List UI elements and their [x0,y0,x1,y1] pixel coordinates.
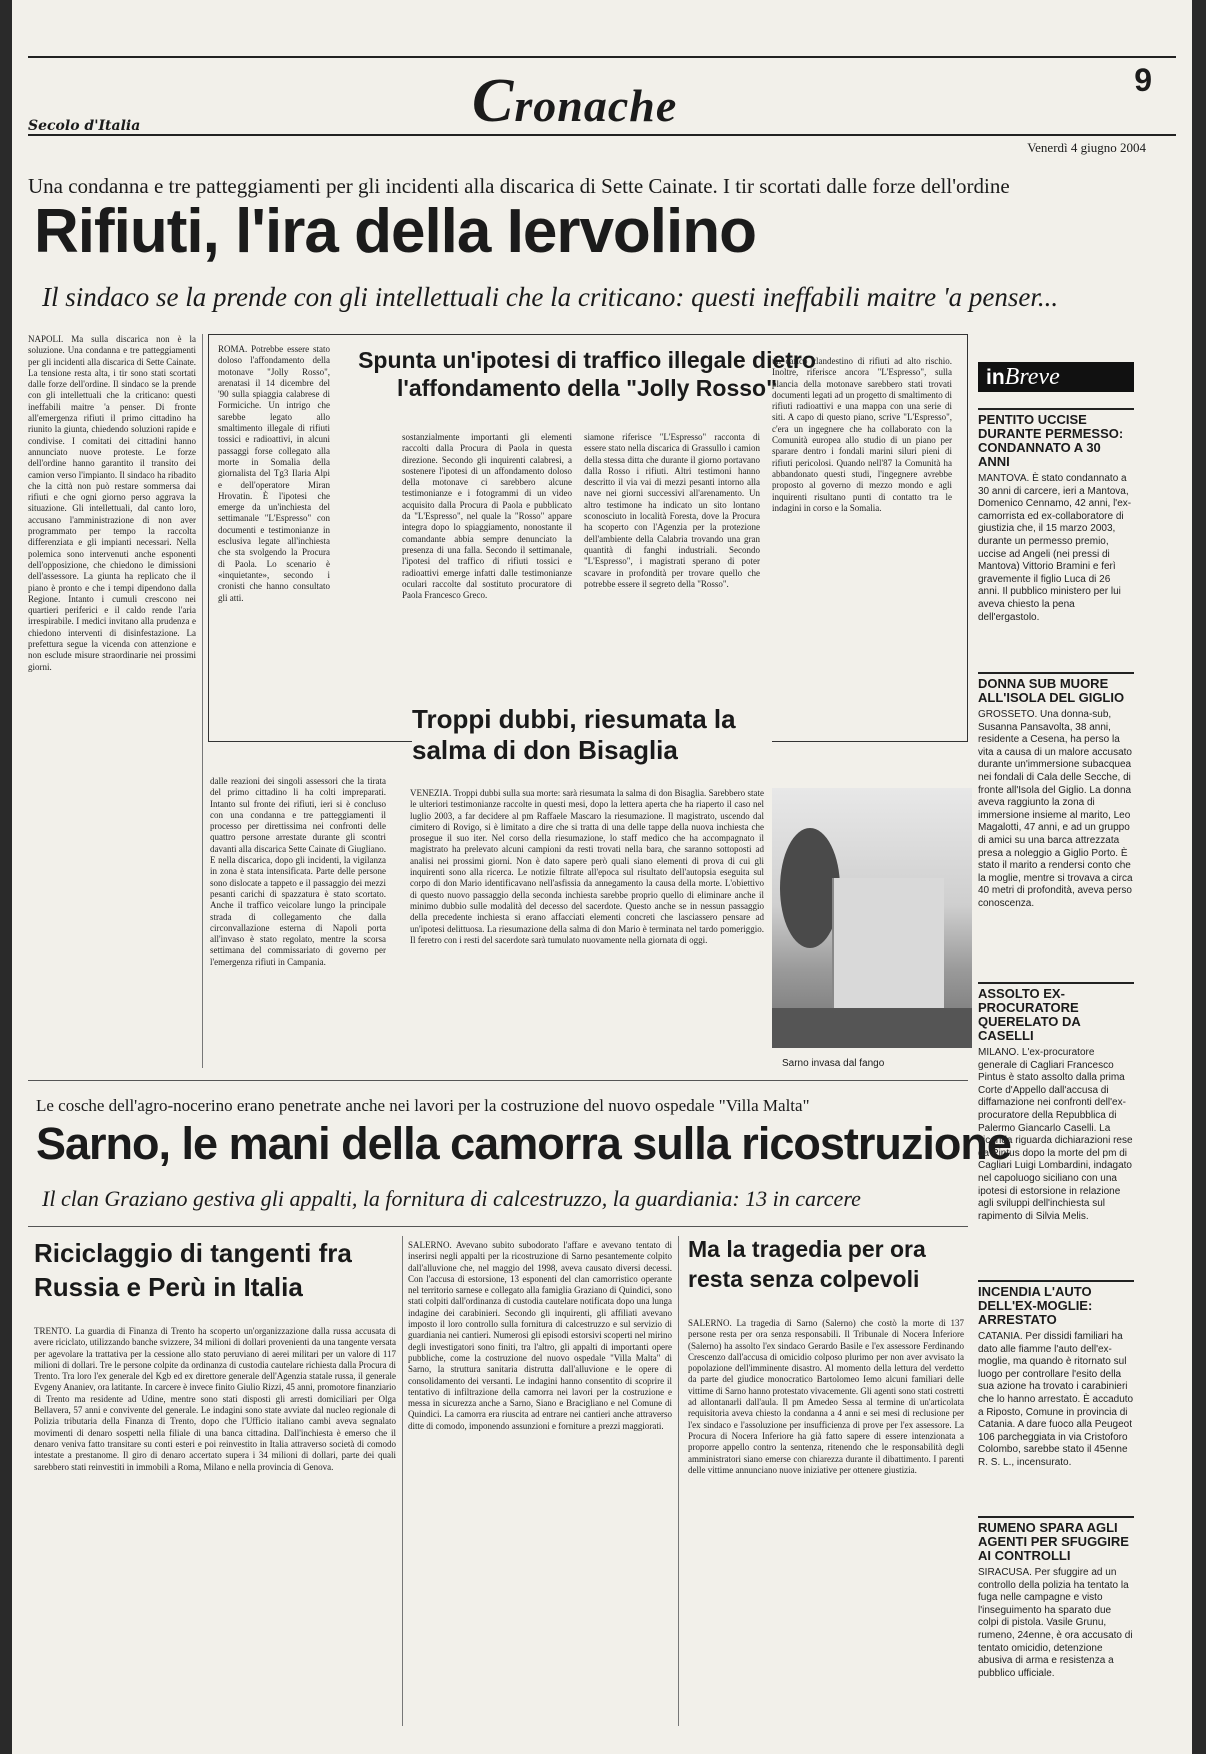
jolly-rosso-column-3: siamone riferisce "L'Espresso" racconta di essere stato nella discarica di Grassullo i camion della stessa ditta che durante il giorno portavano dalla Rosso i rifiuti. Altri testimoni hanno descritto il via vai di mezzi pesanti intorno alla nave nei giorni successivi all'arenamento. Un altro testimone ha indicato un sito lontano sconosciuto in località Foresta, dove la Procura ha scoperto con l'Agenzia per la protezione dell'ambiente della Calabria trovando una gran quantità di fanghi industriali. Secondo "L'Espresso", i magistrati sperano di poter scavare in profondità per trovare quello che potrebbe essere il segreto della "Rosso". [584,432,760,589]
riciclaggio-headline: Riciclaggio di tangenti fra Russia e Perù in Italia [34,1238,352,1302]
top-story-kicker: Una condanna e tre patteggiamenti per gli incidenti alla discarica di Sette Cainate. I tir scortati dalle forze dell'ordine [28,174,1010,198]
top-story-column-1: NAPOLI. Ma sulla discarica non è la soluzione. Una condanna e tre patteggiamenti per gli incidenti alla discarica di Sette Cainate. La tensione resta alta, i tir sono stati scortati dalle forze dell'ordine. Il sindaco se la prende con gli intellettuali che la criticano: questi ineffabili maitre 'a penser. Di fronte all'emergenza rifiuti il primo cittadino ha riunito la giunta, chiedendo soluzioni rapide e condivise. I comitati dei cittadini hanno annunciato nuove proteste. Le forze dell'ordine hanno garantito il transito dei camion verso l'impianto. Il sindaco ha ribadito che la città non può restare sommersa dai rifiuti e che ogni giorno perso aggrava la situazione. Gli intellettuali, dal canto loro, accusano l'amministrazione di non aver programmato per tempo la raccolta differenziata e gli impianti necessari. Nella polemica sono intervenuti anche esponenti dell'opposizione, che chiedono le dimissioni dell'assessore. La giunta ha replicato che il piano è pronto e che i tempi dipendono dalla Regione. Intanto i cumuli crescono nei quartieri periferici e il caldo rende l'aria irrespirabile. I medici invitano alla prudenza e chiedono interventi di disinfestazione. La prefettura segue la vicenda con attenzione e non esclude misure straordinarie nei prossimi giorni. [28,334,196,672]
page-number: 9 [1134,62,1152,98]
jolly-rosso-column-4: un carico clandestino di rifiuti ad alto rischio. Inoltre, riferisce ancora "L'Espresso", sulla plancia della motonave sarebbero stati trovati documenti legati ad un progetto di smaltimento di rifiuti radioattivi e una mappa con una serie di siti. A capo di questo piano, scrive "L'Espresso", c'era un ingegnere che ha collaborato con la Comunità europea allo studio di un piano per sparare dentro i fondali marini siluri pieni di rifiuti pericolosi. Quando nell'87 la Comunità ha abbandonato questi studi, l'ingegnere avrebbe proposto al governo di mezzo mondo e agli inquirenti risultano punti di contatto tra le indagini in corso e la Somalia. [772,356,952,513]
newspaper-page [12,0,1192,1754]
brief-body: MANTOVA. È stato condannato a 30 anni di carcere, ieri a Mantova, Domenico Cennamo, 42 anni, l'ex-camorrista ed ex-collaboratore di giustizia che, il 15 marzo 2003, durante un permesso premio, uccise ad Angeli (nei pressi di Mantova) Vittorio Bramini e ferì gravemente il figlio Luca di 26 anni. Il pubblico ministero per lui aveva chiesto la pena dell'ergastolo. [978,473,1132,623]
column-divider-2 [402,1236,403,1726]
issue-date: Venerdì 4 giugno 2004 [1027,140,1146,155]
top-rule [28,56,1176,58]
bisaglia-body: VENEZIA. Troppi dubbi sulla sua morte: sarà riesumata la salma di don Bisaglia. Sarebbero state le ulteriori testimonianze raccolte in questi mesi, dopo la lettera aperta che ha riaperto il caso nel luglio 2003, a far decidere al pm Raffaele Mascaro la riesumazione. Il magistrato, uscendo dal cimitero di Rovigo, si è limitato a dire che si tratta di una delle tappe della nuova inchiesta che prosegue il suo iter. Nel corso della riesumazione, lo staff medico che ha accompagnato il magistrato ha prelevato alcuni campioni da resti trovati nella bara, che saranno sottoposti ad analisi nei prossimi giorni. Non è dato sapere però quali siano elementi di prova di cui gli inquirenti sono alla ricerca. Le notizie filtrate all'epoca sul risultato dell'autopsia eseguita sul corpo di don Mario identificavano nell'asfissia da annegamento la causa della morte. L'obiettivo di questo nuovo passaggio della seconda inchiesta sarebbe proprio quello di eliminare anche il minimo dubbio sulle modalità del decesso del sacerdote. Questo anche se in nessun passaggio della precedente inchiesta si erano affacciati elementi concreti che lasciassero pensare ad un'ipotesi delittuosa. La riesumazione della salma di don Mario è terminata nel tardo pomeriggio. Il feretro con i resti del sacerdote sarà tumulato nuovamente nella giornata di oggi. [410,788,764,945]
sarno-deck: Il clan Graziano gestiva gli appalti, la fornitura di calcestruzzo, la guardiania: 13 in carcere [42,1186,861,1211]
sarno-photo [772,788,972,1048]
newspaper-name: Secolo d'Italia [28,118,141,134]
bisaglia-headline: Troppi dubbi, riesumata la salma di don Bisaglia [412,704,772,766]
section-title: Cronache [472,67,678,135]
photo-tree [780,828,840,948]
top-story-deck: Il sindaco se la prende con gli intellettuali che la criticano: questi ineffabili maitre 'a penser... [42,282,1059,312]
brief-item [978,1280,1134,1470]
masthead-rule [28,134,1176,136]
section-rule [28,1080,968,1081]
jolly-rosso-headline: Spunta un'ipotesi di traffico illegale dietro l'affondamento della "Jolly Rosso" [358,347,816,401]
brief-body: SIRACUSA. Per sfuggire ad un controllo della polizia ha tentato la fuga nelle campagne e visto l'inseguimento ha sparato due colpi di pistola. Vasile Grunu, rumeno, 24enne, è ora accusato di tentato omicidio, detenzione abusiva di arma e resistenza a pubblico ufficiale. [978,1567,1133,1679]
brief-item [978,1516,1134,1680]
photo-caption: Sarno invasa dal fango [782,1058,885,1069]
sarno-body: SALERNO. Avevano subito subodorato l'affare e avevano tentato di inserirsi negli appalti per la ricostruzione di Sarno pesantemente colpito dall'alluvione che, nel maggio del 1998, aveva causato diversi decessi. Con l'accusa di estorsione, 13 esponenti del clan camorristico operante nel territorio sarnese e collegato alla famiglia Graziano di Quindici, sono stati colpiti dall'ordinanza di custodia cautelare notificata dopo una lunga indagine dei carabinieri. Secondo gli inquirenti, gli affiliati avevano imposto il loro controllo sulla fornitura di calcestruzzo e sul servizio di guardiania nei cantieri. Numerosi gli episodi estorsivi scoperti nel mirino degli investigatori sono finiti, tra l'altro, gli appalti di importanti opere pubbliche, come la costruzione del nuovo ospedale "Villa Malta" di Sarno, la struttura sanitaria distrutta dall'alluvione e le opere di consolidamento dei versanti. Le indagini hanno consentito di scoprire il tentativo di infiltrazione della camorra nei lavori per la costruzione e messa in sicurezza anche a Sarno, Siano e Bracigliano e nel Comune di Quindici. La camorra era riuscita ad entrare nei cantieri anche attraverso ditte di comodo, imponendo assunzioni e forniture a prezzi maggiorati. [408,1240,672,1431]
brief-title: INCENDIA L'AUTO DELL'EX-MOGLIE: ARRESTATO [978,1280,1134,1327]
column-divider [202,334,203,1068]
brief-body: CATANIA. Per dissidi familiari ha dato alle fiamme l'auto dell'ex-moglie, ma quando è ritornato sul luogo per controllare l'esito della sua azione ha trovato i carabinieri che lo hanno arrestato. È accaduto a Riposto, Comune in provincia di Catania. A dare fuoco alla Peugeot 106 parcheggiata in via Cristoforo Colombo, sarebbe stato il 45enne R. S. L., incensurato. [978,1331,1134,1468]
column-divider-3 [678,1236,679,1726]
photo-building [832,878,944,1028]
top-story-column-2: dalle reazioni dei singoli assessori che la tirata del primo cittadino li ha colti impreparati. Intanto sul fronte dei rifiuti, ieri si è concluso con una condanna e tre patteggiamenti il processo per direttissima nei confronti delle quattro persone arrestate durante gli scontri davanti alla discarica Sette Cainate di Giugliano. E nella discarica, dopo gli incidenti, la vigilanza in zona è stata intensificata. Parte delle persone sono dislocate a tappeto e il passaggio dei mezzi pesanti carichi di spazzatura è stato scortato. Anche il traffico veicolare lungo la principale strada di collegamento che dalla circonvallazione esterna di Napoli porta all'invaso è stato regolato, mentre la scorsa settimana del commissariato di governo per l'emergenza rifiuti in Campania. [210,776,386,967]
photo-mud [772,1008,972,1048]
sarno-kicker: Le cosche dell'agro-nocerino erano penetrate anche nei lavori per la costruzione del nuovo ospedale "Villa Malta" [36,1096,810,1115]
brief-item [978,672,1134,911]
top-story-headline: Rifiuti, l'ira della Iervolino [34,197,756,266]
brief-body: GROSSETO. Una donna-sub, Susanna Pansavolta, 38 anni, residente a Cesena, ha perso la vita a causa di un malore accusato durante un'immersione subacquea nei fondali di Cala delle Secche, di fronte all'Isola del Giglio. La donna aveva raggiunto la zona di immersione insieme al marito, Leo Magalotti, 47 anni, e ad un gruppo di amici su una barca attrezzata presa a noleggio a Giglio Porto. È stato il marito a rendersi conto che la moglie, mentre si trovava a circa 40 metri di profondità, aveva perso conoscenza. [978,709,1133,909]
tragedia-body: SALERNO. La tragedia di Sarno (Salerno) che costò la morte di 137 persone resta per ora senza responsabili. Il Tribunale di Nocera Inferiore (Salerno) ha assolto l'ex sindaco Gerardo Basile e l'ex assessore Ferdinando Crescenzo dall'accusa di omicidio colposo plurimo per non aver avvisato la popolazione dell'imminente disastro. Al momento della lettura del verdetto da parte del giudice monocratico Bartolomeo Iemo alcuni familiari delle vittime di Sarno hanno protestato vivacemente. Gli agenti sono stati costretti ad allontanarli dall'aula. Il pm Amedeo Sessa al termine di un'articolata requisitoria aveva chiesto la condanna a 4 anni e sei mesi di reclusione per l'ex sindaco e l'assoluzione per insufficienza di prove per l'ex assessore. La Procura di Nocera Inferiore ha già fatto sapere di essere intenzionata a proporre appello contro la sentenza, ritenendo che le responsabilità degli amministratori siano emerse con chiarezza durante il dibattimento. I parenti delle vittime annunciano nuove iniziative per ottenere giustizia. [688,1318,964,1475]
brief-title: PENTITO UCCISE DURANTE PERMESSO: CONDANNATO A 30 ANNI [978,408,1134,469]
tragedia-headline: Ma la tragedia per ora resta senza colpevoli [688,1236,926,1292]
brief-title: DONNA SUB MUORE ALL'ISOLA DEL GIGLIO [978,672,1134,705]
sarno-headline: Sarno, le mani della camorra sulla ricostruzione [36,1118,1011,1169]
jolly-rosso-column-1: ROMA. Potrebbe essere stato doloso l'affondamento della motonave "Jolly Rosso", arenatasi il 14 dicembre del '90 sulla spiaggia calabrese di Formiciche. Un intrigo che sarebbe legato allo smaltimento illegale di rifiuti tossici e radioattivi, in alcuni passaggi forse collegato alla morte in Somalia della giornalista del Tg3 Ilaria Alpi e dell'operatore Miran Hrovatin. È l'ipotesi che emerge da un'inchiesta del settimanale "L'Espresso" con documenti e testimonianze in esclusiva legate all'inchiesta che sta svolgendo la Procura di Paola. Lo scenario è «inquietante», secondo i cronisti che hanno consultato gli atti. [218,344,330,603]
in-breve-label: inBreve [978,362,1134,392]
brief-title: ASSOLTO EX-PROCURATORE QUERELATO DA CASELLI [978,982,1134,1043]
brief-item [978,408,1134,624]
brief-title: RUMENO SPARA AGLI AGENTI PER SFUGGIRE AI CONTROLLI [978,1516,1134,1563]
brief-body: MILANO. L'ex-procuratore generale di Cagliari Francesco Pintus è stato assolto dalla prima Corte d'Appello dall'accusa di diffamazione nei confronti dell'ex-procuratore della Repubblica di Palermo Giancarlo Caselli. La vicenda riguarda dichiarazioni rese da Pintus dopo la morte del pm di Cagliari Luigi Lombardini, indagato nel capoluogo siciliano con una ipotesi di estorsione in relazione agli sviluppi dell'inchiesta sul rapimento di Silvia Melis. [978,1047,1133,1222]
jolly-rosso-column-2: sostanzialmente importanti gli elementi raccolti dalla Procura di Paola in questa direzione. Secondo gli inquirenti calabresi, a sostenere l'ipotesi di un affondamento doloso della motonave ci sarebbero alcune testimonianze e i fotogrammi di un video acquisito dalla Procura di Paola e pubblicato da "L'Espresso", nel quale la "Rosso" appare integra dopo lo spiaggiamento, nonostante il comandante abbia sempre denunciato la presenza di una falla. Secondo il settimanale, l'ipotesi del traffico di rifiuti tossici e radioattivi emerge infatti dalle testimonianze oculari raccolte dal sostituto procuratore di Paola Francesco Greco. [402,432,572,601]
riciclaggio-body: TRENTO. La guardia di Finanza di Trento ha scoperto un'organizzazione dalla russa accusata di avere riciclato, utilizzando banche svizzere, 34 milioni di dollari provenienti da una tangente versata per agevolare la trattativa per la cessione allo stato peruviano di aerei militari per un valore di 117 milioni di dollari. Tre le persone colpite da ordinanza di custodia cautelare richiesta dalla Procura di Trento. Tra loro l'ex generale del Kgb ed ex direttore generale dell'Agenzia statale russa, il generale Evgeny Ananiev, ora latitante. In carcere è invece finito Giulio Rizzi, 45 anni, promotore finanziario di Trento ma residente ad Udine, mentre sono stati disposti gli arresti domiciliari per Olga Bellavera, 57 anni e convivente del generale. Le indagini sono state avviate dal nucleo regionale di Polizia tributaria della Finanza di Trento, dopo che l'Ufficio italiano cambi aveva segnalato movimenti di denaro sospetti nella filiale di una banca cittadina. Dall'inchiesta è emerso che il denaro veniva fatto transitare su conti esteri e poi reinvestito in Italia attraverso società di comodo intestate a prestanome. Il giro di denaro accertato supera i 34 milioni di dollari, parte dei quali sarebbero stati reinvestiti in immobili a Roma, Milano e nella provincia di Genova. [34,1326,396,1472]
in-breve-sidebar [978,362,1138,1722]
section-rule-2 [28,1226,968,1227]
brief-item [978,982,1134,1223]
